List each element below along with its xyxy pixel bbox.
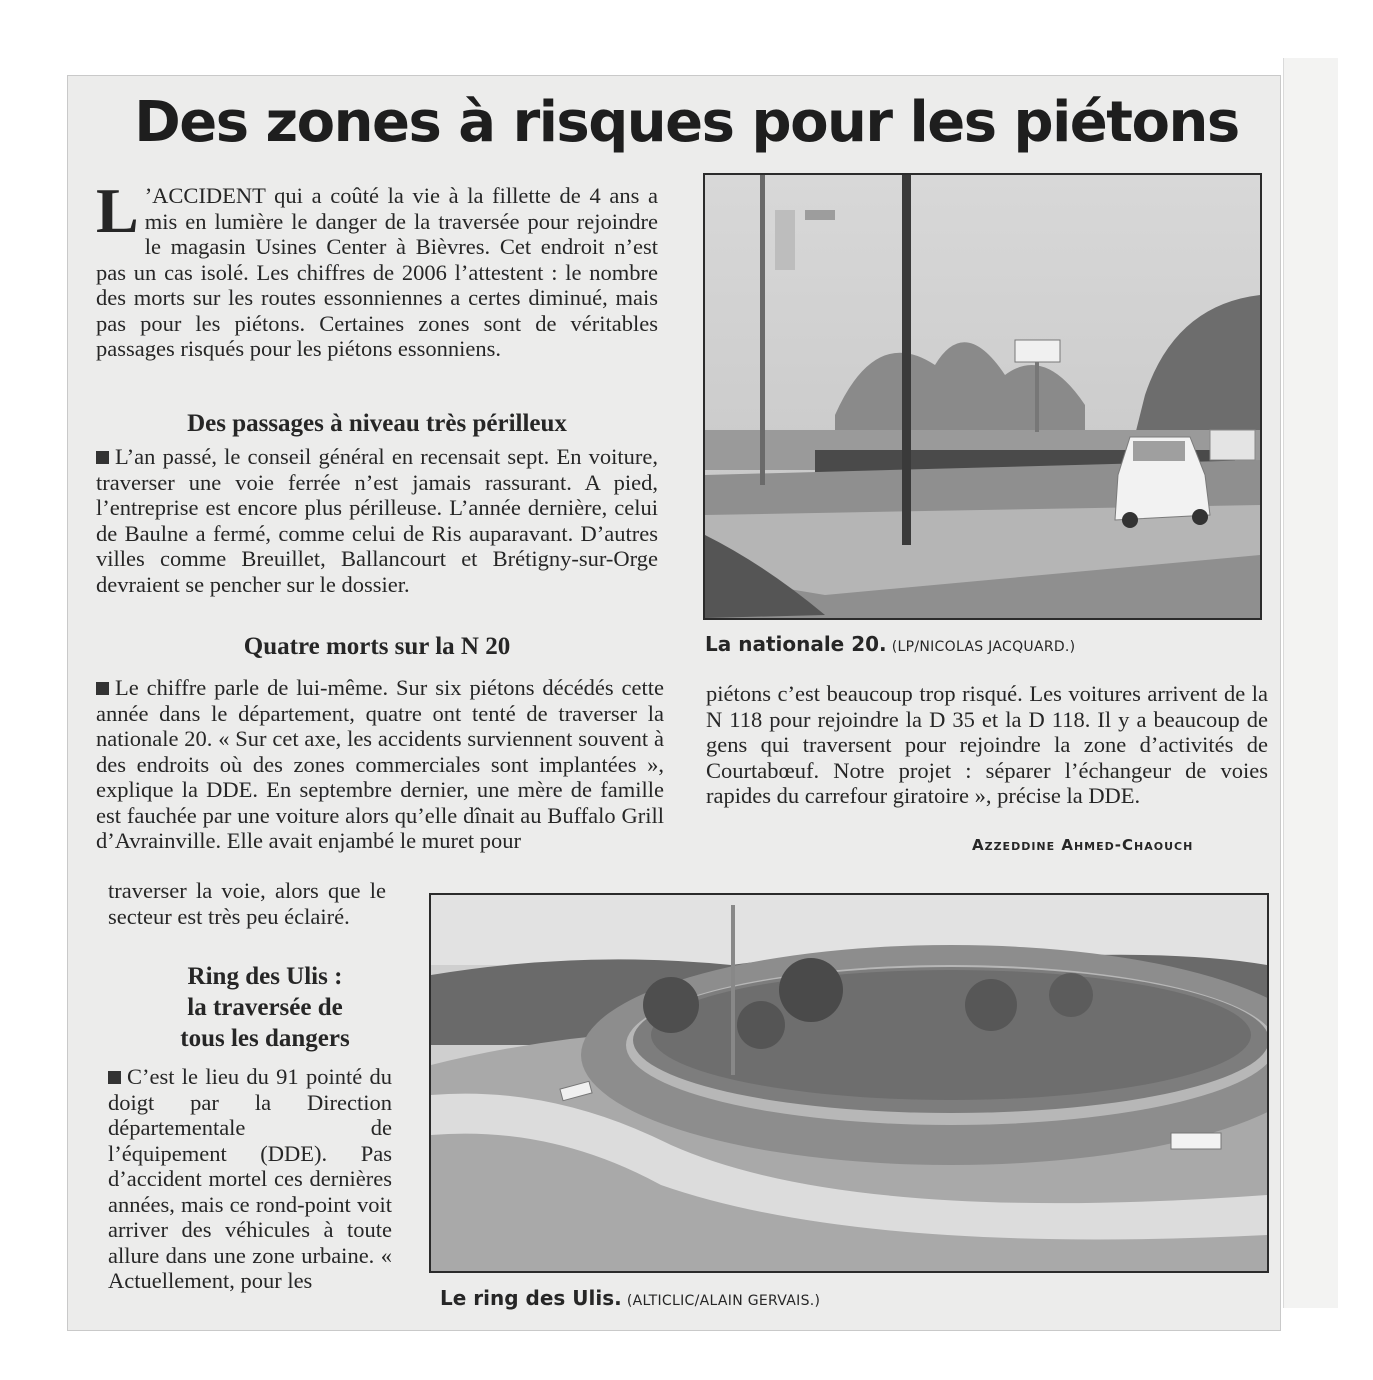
photo2-caption-title: Le ring des Ulis. (440, 1286, 622, 1310)
intro-text: ’ACCIDENT qui a coûté la vie à la fillette de 4 ans a mis en lumière le danger de la traversée pour rejoindre le magasin Usines Center à Bièvres. Cet endroit n’est pas un cas isolé. Les chiffres de 2006 l’attestent : le nombre des morts sur les routes essonniennes a certes diminué, mais pas pour les piétons. Certaines zones sont de véritables passages risqués pour les piétons essonniens. (96, 183, 658, 361)
right-column-text: piétons c’est beaucoup trop risqué. Les voitures arrivent de la N 118 pour rejoindre la D 35 et la D 118. Il y a beaucoup de gens qui traversent pour rejoindre la zone d’activités de Courtabœuf. Notre projet : séparer l’échangeur de voies rapides du carrefour giratoire », précise la DDE. (706, 681, 1268, 808)
subheading-ring (140, 961, 390, 1054)
adjacent-page-strip (1283, 58, 1338, 1308)
byline: Azzeddine Ahmed-Chaouch (972, 836, 1194, 854)
section3-paragraph (108, 1064, 392, 1294)
car-icon (1115, 437, 1210, 528)
section1-paragraph (96, 444, 658, 597)
road-photo-illustration (705, 175, 1260, 618)
photo2-caption (440, 1286, 820, 1310)
roundabout-photo-illustration (431, 895, 1267, 1271)
headline: Des zones à risques pour les piétons (134, 90, 1239, 155)
dropcap: L (96, 175, 139, 246)
photo-nationale-20 (703, 173, 1262, 620)
intro-paragraph (96, 175, 658, 362)
photo1-caption (705, 632, 1075, 656)
section2-paragraph (96, 675, 664, 854)
section2-text-cont: traverser la voie, alors que le secteur est très peu éclairé. (108, 878, 386, 929)
section2-continuation (108, 878, 386, 929)
subheading-n20: Quatre morts sur la N 20 (243, 633, 511, 660)
bullet-marker (96, 682, 109, 695)
photo-ring-des-ulis (429, 893, 1269, 1273)
bullet-marker (96, 451, 109, 464)
subheading-ring-line: Ring des Ulis : (187, 963, 343, 990)
section3-text: C’est le lieu du 91 pointé du doigt par la Direction départementale de l’équipement (DDE). Pas d’accident mortel ces dernières années, mais ce rond-point voit arriver des véhicules à toute allure dans une zone urbaine. « Actuellement, pour les (108, 1064, 392, 1293)
bullet-marker (108, 1071, 121, 1084)
subheading-ring-line: tous les dangers (180, 1025, 350, 1052)
section1-text: L’an passé, le conseil général en recensait sept. En voiture, traverser une voie ferrée n’est jamais rassurant. A pied, l’entreprise est encore plus périlleuse. L’année dernière, celui de Baulne a fermé, comme celui de Ris auparavant. D’autres villes comme Breuillet, Ballancourt et Brétigny-sur-Orge devraient se pencher sur le dossier. (96, 444, 658, 597)
subheading-ring-line: la traversée de (187, 994, 343, 1021)
photo2-caption-credit: (ALTICLIC/ALAIN GERVAIS.) (626, 1293, 821, 1309)
right-column-paragraph (706, 681, 1268, 809)
photo1-caption-credit: (LP/NICOLAS JACQUARD.) (891, 639, 1076, 655)
car-icon (1171, 1133, 1221, 1149)
section2-text: Le chiffre parle de lui-même. Sur six piétons décédés cette année dans le département, quatre ont tenté de traverser la nationale 20. « Sur cet axe, les accidents surviennent souvent à des endroits où des zones commerciales sont implantées », explique la DDE. En septembre dernier, une mère de famille est fauchée par une voiture alors qu’elle dînait au Buffalo Grill d’Avrainville. Elle avait enjambé le muret pour (96, 675, 664, 853)
photo1-caption-title: La nationale 20. (705, 632, 887, 656)
subheading-passages: Des passages à niveau très périlleux (187, 410, 567, 437)
